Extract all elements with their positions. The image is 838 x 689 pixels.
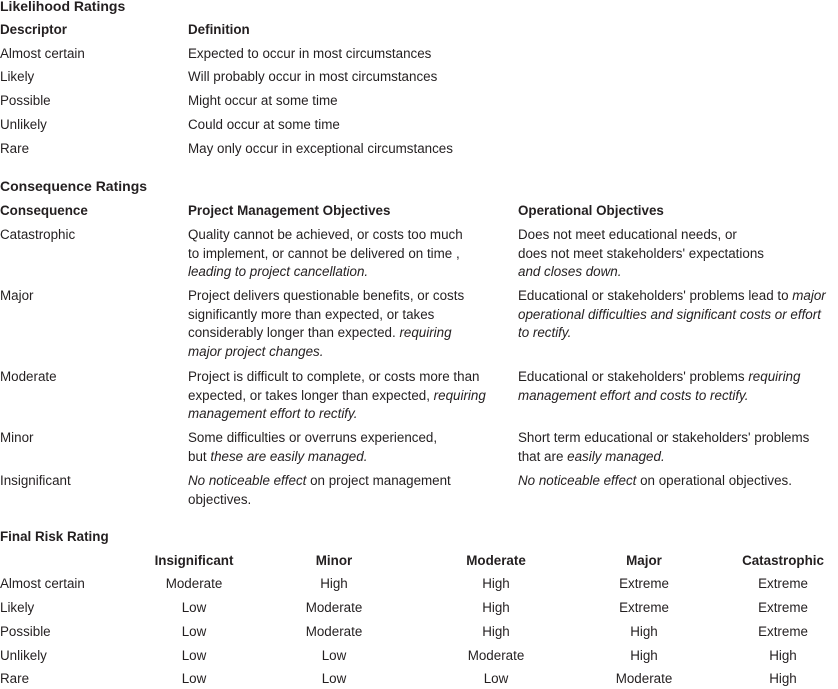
likelihood-descriptor: Likely	[0, 69, 35, 84]
final-rating-cell: Low	[181, 648, 207, 663]
consequence-name: Catastrophic	[0, 227, 76, 242]
final-row-label: Almost certain	[0, 576, 85, 591]
final-rating-cell: Moderate	[305, 600, 363, 615]
consequence-project-text: Project delivers questionable benefits, or costs significantly more than expected, or takes considerably longer than expected. requiring major project changes.	[188, 288, 465, 359]
final-rating-cell: High	[769, 671, 797, 686]
likelihood-definition: Might occur at some time	[188, 93, 338, 108]
final-rating-cell: Extreme	[619, 600, 669, 615]
likelihood-definition: Will probably occur in most circumstances	[188, 69, 438, 84]
final-rating-cell: High	[482, 600, 510, 615]
final-rating-cell: Extreme	[758, 600, 808, 615]
final-column-header: Major	[626, 553, 662, 568]
consequence-operational-text: Does not meet educational needs, or does not meet stakeholders' expectations and closes down.	[518, 227, 764, 279]
likelihood-descriptor: Almost certain	[0, 46, 85, 61]
consequence-project-text: Some difficulties or overruns experienced, but these are easily managed.	[188, 430, 438, 464]
final-rating-cell: High	[630, 648, 658, 663]
likelihood-header-definition: Definition	[188, 22, 250, 37]
final-rating-cell: Extreme	[758, 624, 808, 639]
final-rating-cell: High	[630, 624, 658, 639]
consequence-header-project: Project Management Objectives	[188, 203, 391, 218]
final-row-label: Possible	[0, 624, 51, 639]
likelihood-descriptor: Possible	[0, 93, 51, 108]
final-rating-cell: Low	[181, 671, 207, 686]
final-rating-cell: Extreme	[758, 576, 808, 591]
final-rating-cell: High	[482, 624, 510, 639]
final-rating-cell: High	[769, 648, 797, 663]
consequence-title: Consequence Ratings	[0, 178, 148, 194]
consequence-header-operational: Operational Objectives	[518, 203, 664, 218]
consequence-name: Moderate	[0, 369, 57, 384]
consequence-project-text: Project is difficult to complete, or costs more than expected, or takes longer than expected, requiring management effort to rectify.	[188, 369, 486, 421]
consequence-operational-text: No noticeable effect on operational objectives.	[518, 473, 792, 488]
final-rating-cell: Moderate	[305, 624, 363, 639]
likelihood-title: Likelihood Ratings	[0, 0, 126, 14]
final-row-label: Likely	[0, 600, 35, 615]
consequence-name: Minor	[0, 430, 34, 445]
final-column-header: Catastrophic	[742, 553, 824, 568]
final-rating-cell: Low	[181, 600, 207, 615]
final-row-label: Rare	[0, 671, 30, 686]
likelihood-definition: May only occur in exceptional circumstances	[188, 141, 453, 156]
final-row-label: Unlikely	[0, 648, 47, 663]
final-title: Final Risk Rating	[0, 529, 109, 544]
likelihood-header-descriptor: Descriptor	[0, 22, 67, 37]
consequence-name: Insignificant	[0, 473, 71, 488]
consequence-operational-text: Educational or stakeholders' problems requiring management effort and costs to rectify.	[518, 369, 801, 403]
final-rating-cell: Moderate	[165, 576, 223, 591]
final-rating-cell: High	[320, 576, 348, 591]
consequence-project-text: Quality cannot be achieved, or costs too much to implement, or cannot be delivered on time , leading to project cancellation.	[188, 227, 463, 279]
final-rating-cell: Low	[321, 648, 347, 663]
consequence-project-text: No noticeable effect on project management objectives.	[188, 473, 451, 507]
final-column-header: Minor	[315, 553, 353, 568]
final-rating-cell: High	[482, 576, 510, 591]
likelihood-definition: Could occur at some time	[188, 117, 340, 132]
final-rating-cell: Extreme	[619, 576, 669, 591]
final-rating-cell: Low	[483, 671, 509, 686]
final-rating-cell: Moderate	[467, 648, 525, 663]
consequence-header-name: Consequence	[0, 203, 88, 218]
final-rating-cell: Low	[181, 624, 207, 639]
consequence-name: Major	[0, 288, 34, 303]
likelihood-definition: Expected to occur in most circumstances	[188, 46, 432, 61]
final-column-header: Moderate	[466, 553, 526, 568]
likelihood-descriptor: Rare	[0, 141, 30, 156]
final-column-header: Insignificant	[154, 553, 234, 568]
final-rating-cell: Moderate	[615, 671, 673, 686]
consequence-operational-text: Short term educational or stakeholders' problems that are easily managed.	[518, 430, 810, 464]
likelihood-descriptor: Unlikely	[0, 117, 47, 132]
final-rating-cell: Low	[321, 671, 347, 686]
consequence-operational-text: Educational or stakeholders' problems lead to major operational difficulties and significant costs or effort to rectify.	[518, 288, 826, 340]
